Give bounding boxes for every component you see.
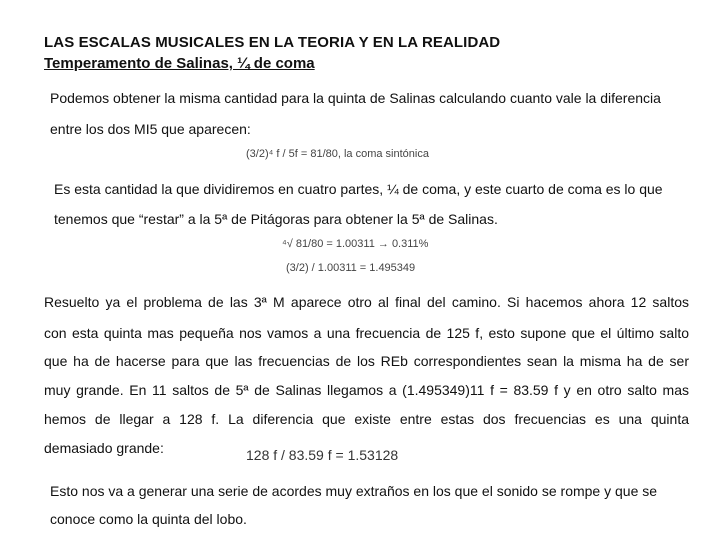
formula-salinas-fifth: (3/2) / 1.00311 = 1.495349 [286,262,416,274]
paragraph-3-line-6: demasiado grande: [44,440,164,456]
paragraph-3-line-2: con esta quinta mas pequeña nos vamos a una frecuencia de 125 f, esto supone que el último salto [44,325,689,341]
page-title: LAS ESCALAS MUSICALES EN LA TEORIA Y EN LA REALIDAD [44,34,501,51]
formula-wolf-fifth: 128 f / 83.59 f = 1.53128 [246,447,399,463]
paragraph-1-line-2: entre los dos MI5 que aparecen: [50,121,251,137]
paragraph-4-line-2: conoce como la quinta del lobo. [50,511,247,527]
paragraph-2-line-1: Es esta cantidad la que dividiremos en cuatro partes, ¼ de coma, y este cuarto de coma es lo que [54,181,663,197]
paragraph-3-line-5: hemos de llegar a 128 f. La diferencia que existe entre estas dos frecuencias es una quinta [44,411,689,427]
formula-quarter-comma: ⁴√ 81/80 = 1.00311 → 0.311% [282,238,429,250]
paragraph-1-line-1: Podemos obtener la misma cantidad para la quinta de Salinas calculando cuanto vale la diferencia [50,90,661,106]
paragraph-3-line-1: Resuelto ya el problema de las 3ª M aparece otro al final del camino. Si hacemos ahora 12 saltos [44,294,689,310]
paragraph-3-line-3: que ha de hacerse para que las frecuencias de los REb correspondientes sean la misma ha de ser [44,353,689,369]
paragraph-2-line-2: tenemos que “restar” a la 5ª de Pitágoras para obtener la 5ª de Salinas. [54,211,498,227]
paragraph-3-line-4: muy grande. En 11 saltos de 5ª de Salinas llegamos a (1.495349)11 f = 83.59 f y en otro salto mas [44,382,689,398]
page-subtitle: Temperamento de Salinas, ¼ de coma [44,55,315,72]
paragraph-4-line-1: Esto nos va a generar una serie de acordes muy extraños en los que el sonido se rompe y que se [50,483,658,499]
formula-comma: (3/2)⁴ f / 5f = 81/80, la coma sintónica [246,148,429,160]
